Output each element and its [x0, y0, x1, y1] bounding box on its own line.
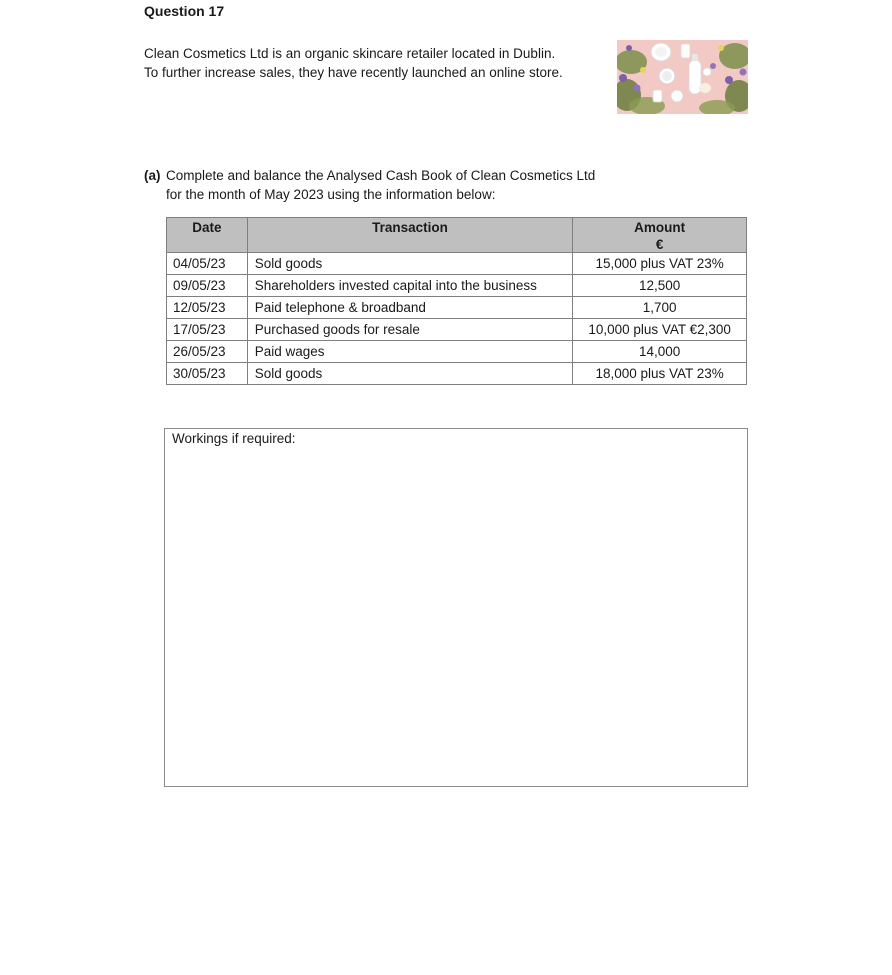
row-amount: 14,000: [573, 341, 747, 363]
table-row: [167, 253, 747, 275]
row-date: 04/05/23: [167, 253, 248, 275]
part-a-line-1: Complete and balance the Analysed Cash Book of Clean Cosmetics Ltd: [166, 168, 596, 183]
header-amount-unit: €: [655, 237, 664, 252]
intro-line-1: Clean Cosmetics Ltd is an organic skincare retailer located in Dublin.: [144, 46, 556, 61]
table-row: [167, 319, 747, 341]
row-transaction: Paid wages: [247, 341, 573, 363]
workings-box[interactable]: [164, 428, 748, 787]
row-date: 26/05/23: [167, 341, 248, 363]
part-a-label: (a): [144, 168, 161, 183]
intro-line-2: To further increase sales, they have recently launched an online store.: [144, 65, 563, 80]
table-header-row: [167, 218, 747, 253]
row-amount: 1,700: [573, 297, 747, 319]
header-amount: [573, 218, 747, 253]
row-date: 30/05/23: [167, 363, 248, 385]
table-row: [167, 341, 747, 363]
row-amount: 12,500: [573, 275, 747, 297]
row-date: 09/05/23: [167, 275, 248, 297]
row-date: 17/05/23: [167, 319, 248, 341]
question-title: Question 17: [144, 3, 225, 19]
row-transaction: Sold goods: [247, 253, 573, 275]
skincare-photo: [617, 40, 748, 114]
header-amount-label: Amount: [634, 220, 686, 235]
intro-text: [144, 44, 604, 82]
row-amount: 10,000 plus VAT €2,300: [573, 319, 747, 341]
row-amount: 15,000 plus VAT 23%: [573, 253, 747, 275]
table-row: [167, 363, 747, 385]
part-a-line-2: for the month of May 2023 using the information below:: [166, 187, 496, 202]
header-date: Date: [167, 218, 248, 253]
row-date: 12/05/23: [167, 297, 248, 319]
transactions-table: [166, 217, 747, 385]
workings-label: Workings if required:: [172, 431, 296, 446]
header-transaction: Transaction: [247, 218, 573, 253]
row-transaction: Paid telephone & broadband: [247, 297, 573, 319]
row-transaction: Shareholders invested capital into the business: [247, 275, 573, 297]
row-transaction: Sold goods: [247, 363, 573, 385]
row-amount: 18,000 plus VAT 23%: [573, 363, 747, 385]
table-row: [167, 275, 747, 297]
table-row: [167, 297, 747, 319]
row-transaction: Purchased goods for resale: [247, 319, 573, 341]
